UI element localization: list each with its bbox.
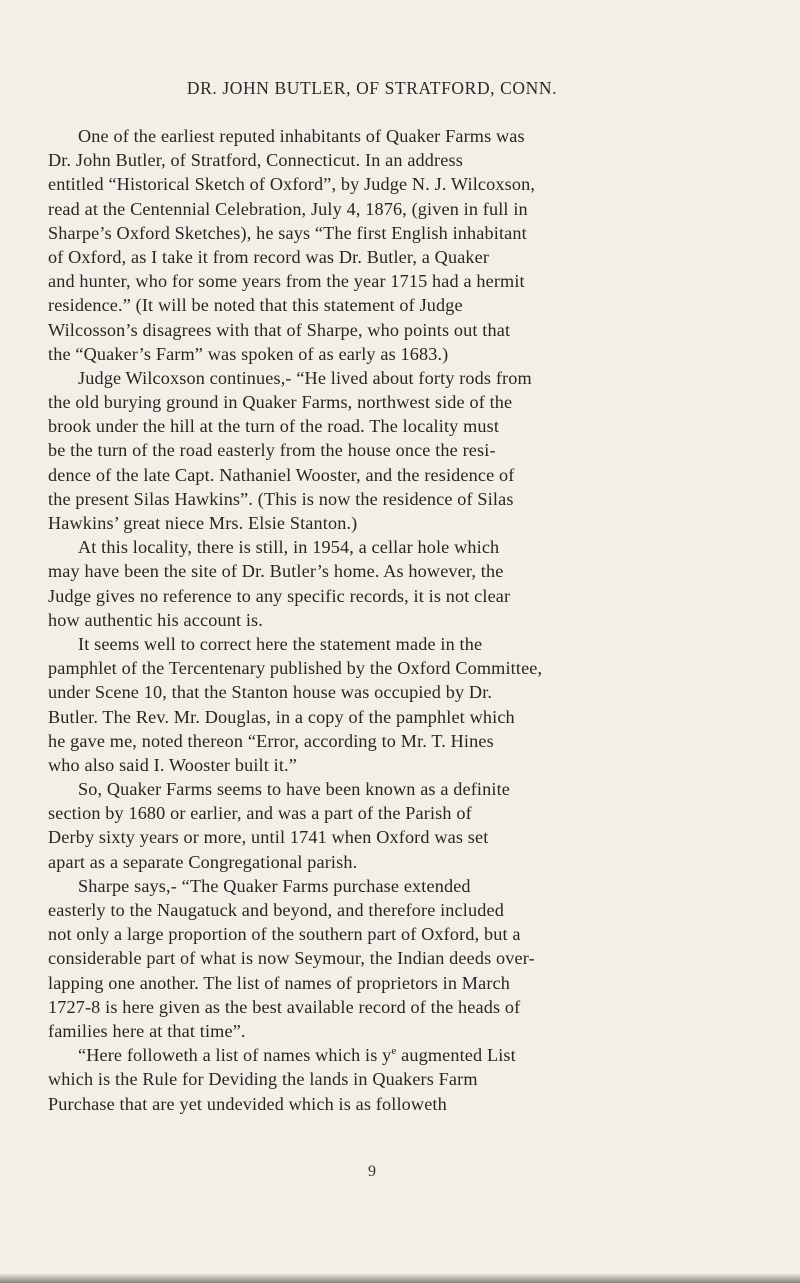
text-line xyxy=(48,221,720,245)
text-line xyxy=(48,850,720,874)
text-line xyxy=(48,729,720,753)
text-line-content: Dr. John Butler, of Stratford, Connecticut. In an address xyxy=(48,150,463,171)
text-line xyxy=(48,535,720,559)
text-line-content: Derby sixty years or more, until 1741 when Oxford was set xyxy=(48,827,489,848)
text-line-content: Purchase that are yet undevided which is as followeth xyxy=(48,1093,447,1114)
text-line-content: So, Quaker Farms seems to have been known as a definite xyxy=(78,779,511,800)
page-edge-shadow xyxy=(0,1273,800,1283)
text-line-content: which is the Rule for Deviding the lands in Quakers Farm xyxy=(48,1069,478,1090)
text-line xyxy=(48,753,720,777)
text-line xyxy=(48,1092,720,1116)
text-line-content: Judge gives no reference to any specific records, it is not clear xyxy=(48,585,511,606)
page-number: 9 xyxy=(368,1163,376,1180)
text-line-content: dence of the late Capt. Nathaniel Wooster, and the residence of xyxy=(48,464,515,485)
text-line-content: who also said I. Wooster built it.” xyxy=(48,754,297,775)
text-line-content: At this locality, there is still, in 1954, a cellar hole which xyxy=(78,537,500,558)
text-line xyxy=(48,172,720,196)
text-line xyxy=(48,269,720,293)
text-line-content: of Oxford, as I take it from record was Dr. Butler, a Quaker xyxy=(48,246,490,267)
text-line xyxy=(48,584,720,608)
text-line-content: the old burying ground in Quaker Farms, northwest side of the xyxy=(48,392,513,413)
text-line-content: It seems well to correct here the statement made in the xyxy=(78,633,483,654)
text-line xyxy=(48,680,720,704)
text-line-content: may have been the site of Dr. Butler’s home. As however, the xyxy=(48,561,504,582)
text-line xyxy=(48,487,720,511)
text-line-content: Hawkins’ great niece Mrs. Elsie Stanton.) xyxy=(48,513,358,533)
text-line xyxy=(48,124,720,148)
text-line-content: not only a large proportion of the southern part of Oxford, but a xyxy=(48,924,521,945)
text-line xyxy=(48,632,720,656)
text-line-content: considerable part of what is now Seymour, the Indian deeds over- xyxy=(48,948,535,969)
text-line-content: families here at that time”. xyxy=(48,1020,246,1041)
text-line-content: easterly to the Naugatuck and beyond, and therefore included xyxy=(48,900,504,920)
text-line xyxy=(48,342,720,366)
text-line xyxy=(48,656,720,680)
text-line xyxy=(48,922,720,946)
superscript-letter: e xyxy=(391,1045,397,1058)
text-line-content: apart as a separate Congregational parish. xyxy=(48,851,358,872)
text-line xyxy=(48,559,720,583)
text-line-content: under Scene 10, that the Stanton house was occupied by Dr. xyxy=(48,682,493,703)
text-line xyxy=(48,390,720,414)
text-line xyxy=(48,946,720,970)
text-line xyxy=(48,608,720,632)
text-line-continuation: augmented List xyxy=(396,1045,516,1066)
text-line-content: brook under the hill at the turn of the road. The locality must xyxy=(48,416,500,437)
text-line xyxy=(48,197,720,221)
text-line-content: entitled “Historical Sketch of Oxford”, by Judge N. J. Wilcoxson, xyxy=(48,174,536,195)
text-line-content: “Here followeth a list of names which is y xyxy=(78,1045,392,1066)
text-line-content: read at the Centennial Celebration, July 4, 1876, (given in full in xyxy=(48,198,528,219)
text-line xyxy=(48,777,720,801)
text-line-content: section by 1680 or earlier, and was a part of the Parish of xyxy=(48,803,472,824)
text-line xyxy=(48,1067,720,1091)
text-line xyxy=(48,898,720,922)
text-line xyxy=(48,874,720,898)
text-line xyxy=(48,801,720,825)
text-line xyxy=(48,1043,720,1067)
text-line-content: he gave me, noted thereon “Error, according to Mr. T. Hines xyxy=(48,730,494,751)
text-line-content: Sharpe says,- “The Quaker Farms purchase extended xyxy=(78,875,471,896)
text-line-content: 1727-8 is here given as the best available record of the heads of xyxy=(48,996,521,1017)
text-line xyxy=(48,148,720,172)
text-line-content: One of the earliest reputed inhabitants of Quaker Farms was xyxy=(78,126,525,146)
page-title: DR. JOHN BUTLER, OF STRATFORD, CONN. xyxy=(186,78,558,98)
text-line xyxy=(48,463,720,487)
body-text xyxy=(48,124,720,1116)
text-line xyxy=(48,414,720,438)
text-line-content: Butler. The Rev. Mr. Douglas, in a copy of the pamphlet which xyxy=(48,706,515,727)
text-line xyxy=(48,825,720,849)
text-line xyxy=(48,1019,720,1043)
text-line-content: Wilcosson’s disagrees with that of Sharpe, who points out that xyxy=(48,319,511,340)
text-line xyxy=(48,995,720,1019)
text-line xyxy=(48,971,720,995)
text-line xyxy=(48,245,720,269)
text-line-content: and hunter, who for some years from the year 1715 had a hermit xyxy=(48,271,525,292)
text-line-content: be the turn of the road easterly from the house once the resi- xyxy=(48,440,496,461)
text-line xyxy=(48,366,720,390)
text-line xyxy=(48,438,720,462)
text-line-content: Judge Wilcoxson continues,- “He lived about forty rods from xyxy=(78,367,532,388)
text-line-content: the present Silas Hawkins”. (This is now the residence of Silas xyxy=(48,488,514,509)
text-line-content: pamphlet of the Tercentenary published by the Oxford Committee, xyxy=(48,658,543,679)
text-line-content: lapping one another. The list of names of proprietors in March xyxy=(48,972,511,993)
text-line xyxy=(48,318,720,342)
text-line-content: Sharpe’s Oxford Sketches), he says “The first English inhabitant xyxy=(48,222,527,243)
text-line xyxy=(48,705,720,729)
text-line-content: how authentic his account is. xyxy=(48,609,263,630)
text-line-content: the “Quaker’s Farm” was spoken of as early as 1683.) xyxy=(48,343,449,364)
text-line xyxy=(48,511,720,535)
text-line-content: residence.” (It will be noted that this statement of Judge xyxy=(48,295,463,316)
text-line xyxy=(48,293,720,317)
